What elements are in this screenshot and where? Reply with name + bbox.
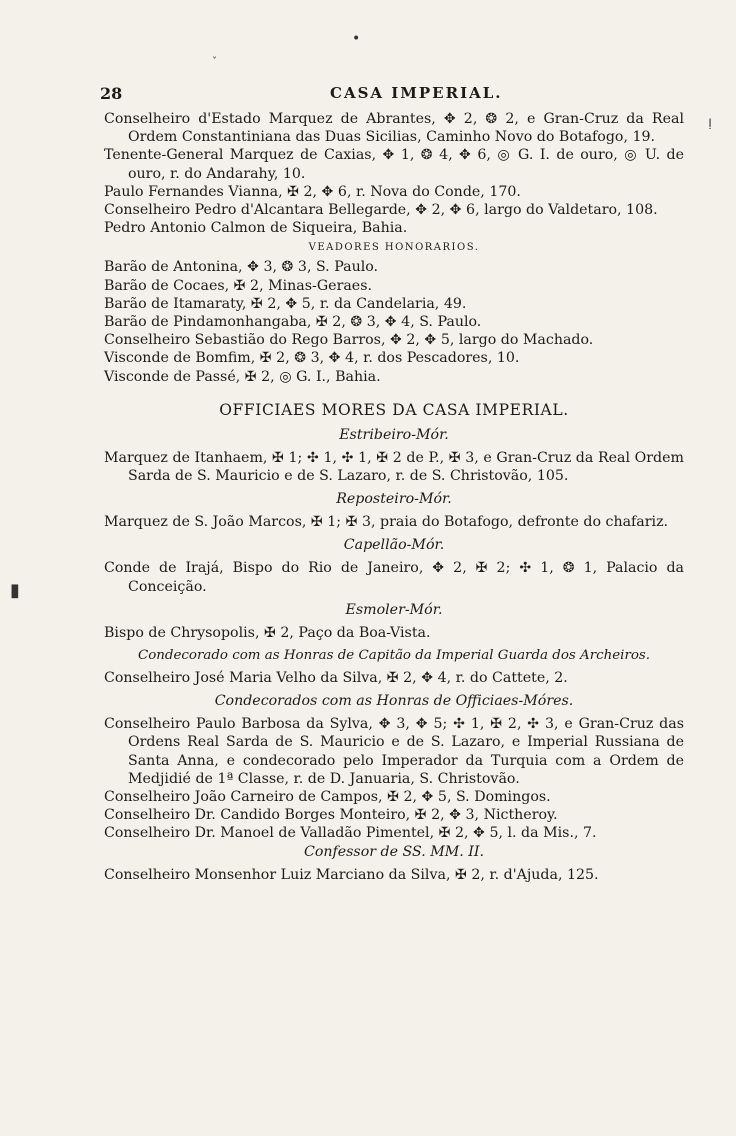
archeiros-entry: Conselheiro José Maria Velho da Silva, ✠ 2, ✥ 4, r. do Cattete, 2. (104, 670, 568, 687)
list-item: Conselheiro João Carneiro de Campos, ✠ 2, ✥ 5, S. Domingos. (104, 789, 551, 806)
list-item: Barão de Pindamonhangaba, ✠ 2, ❂ 3, ✥ 4, S. Paulo. (104, 314, 482, 331)
list-item: Conselheiro Pedro d'Alcantara Bellegarde, ✥ 2, ✥ 6, largo do Valdetaro, 108. (104, 202, 658, 219)
list-item: Conselheiro Paulo Barbosa da Sylva, ✥ 3, ✥ 5; ✣ 1, ✠ 2, ✣ 3, e Gran-Cruz das Ordens Real Sarda de S. Mauricio e de S. Lazaro, e Imperial Russiana de Santa Anna, e condecorado pelo Imperador da Turquia com a Ordem de Medjidié de 1ª Classe, r. de D. Januaria, S. Christovão. (104, 716, 684, 787)
esmoler-title: Esmoler-Mór. (345, 601, 443, 618)
capellao-title: Capellão-Mór. (343, 537, 445, 554)
confessor-entry: Conselheiro Monsenhor Luiz Marciano da Silva, ✠ 2, r. d'Ajuda, 125. (104, 866, 599, 883)
list-item: Barão de Itamaraty, ✠ 2, ✥ 5, r. da Candelaria, 49. (104, 295, 467, 312)
archeiros-title: Condecorado com as Honras de Capitão da Imperial Guarda dos Archeiros. (137, 648, 651, 664)
estribeiro-title: Estribeiro-Mór. (339, 426, 449, 443)
capellao-entry: Conde de Irajá, Bispo do Rio de Janeiro, ✥ 2, ✠ 2; ✣ 1, ❂ 1, Palacio da Conceição. (104, 560, 684, 595)
honras-title: Condecorados com as Honras de Officiaes-Móres. (214, 693, 574, 710)
stray-mark-left: ▮ (10, 580, 20, 601)
list-item: Conselheiro Dr. Candido Borges Monteiro, ✠ 2, ✥ 3, Nictheroy. (104, 807, 558, 824)
confessor-title: Confessor de SS. MM. II. (303, 843, 485, 860)
page-header (100, 84, 700, 104)
reposteiro-entry: Marquez de S. João Marcos, ✠ 1; ✠ 3, praia do Botafogo, defronte do chafariz. (104, 514, 669, 531)
stray-mark-top-left: ˇ (212, 57, 217, 68)
page-body (104, 110, 684, 884)
list-item: Conselheiro Dr. Manoel de Valladão Pimentel, ✠ 2, ✥ 5, l. da Mis., 7. (104, 825, 597, 842)
stray-mark-top: • (352, 31, 361, 47)
stray-mark-right: ǃ (708, 117, 713, 133)
estribeiro-entry: Marquez de Itanhaem, ✠ 1; ✣ 1, ✣ 1, ✠ 2 de P., ✠ 3, e Gran-Cruz da Real Ordem Sarda de S. Mauricio e de S. Lazaro, r. de S. Christovão, 105. (104, 449, 684, 485)
page-number: 28 (100, 84, 123, 103)
esmoler-entry: Bispo de Chrysopolis, ✠ 2, Paço da Boa-Vista. (104, 624, 431, 641)
list-item: Pedro Antonio Calmon de Siqueira, Bahia. (104, 220, 408, 237)
veadores-heading: VEADORES HONORARIOS. (308, 242, 480, 254)
list-item: Visconde de Passé, ✠ 2, ◎ G. I., Bahia. (104, 368, 381, 385)
list-item: Visconde de Bomfim, ✠ 2, ❂ 3, ✥ 4, r. dos Pescadores, 10. (104, 350, 520, 367)
list-item: Tenente-General Marquez de Caxias, ✥ 1, ❂ 4, ✥ 6, ◎ G. I. de ouro, ◎ U. de ouro, r. do Andarahy, 10. (104, 147, 684, 182)
list-item: Barão de Antonina, ✥ 3, ❂ 3, S. Paulo. (104, 259, 379, 276)
list-item: Conselheiro d'Estado Marquez de Abrantes, ✥ 2, ❂ 2, e Gran-Cruz da Real Ordem Constantiniana das Duas Sicilias, Caminho Novo do Botafogo, 19. (104, 111, 684, 146)
list-item: Conselheiro Sebastião do Rego Barros, ✥ 2, ✥ 5, largo do Machado. (104, 332, 594, 349)
running-title: CASA IMPERIAL. (330, 84, 503, 102)
officiaes-heading: OFFICIAES MORES DA CASA IMPERIAL. (219, 400, 569, 419)
reposteiro-title: Reposteiro-Mór. (336, 491, 452, 508)
list-item: Paulo Fernandes Vianna, ✠ 2, ✥ 6, r. Nova do Conde, 170. (104, 183, 521, 200)
list-item: Barão de Cocaes, ✠ 2, Minas-Geraes. (104, 277, 372, 294)
